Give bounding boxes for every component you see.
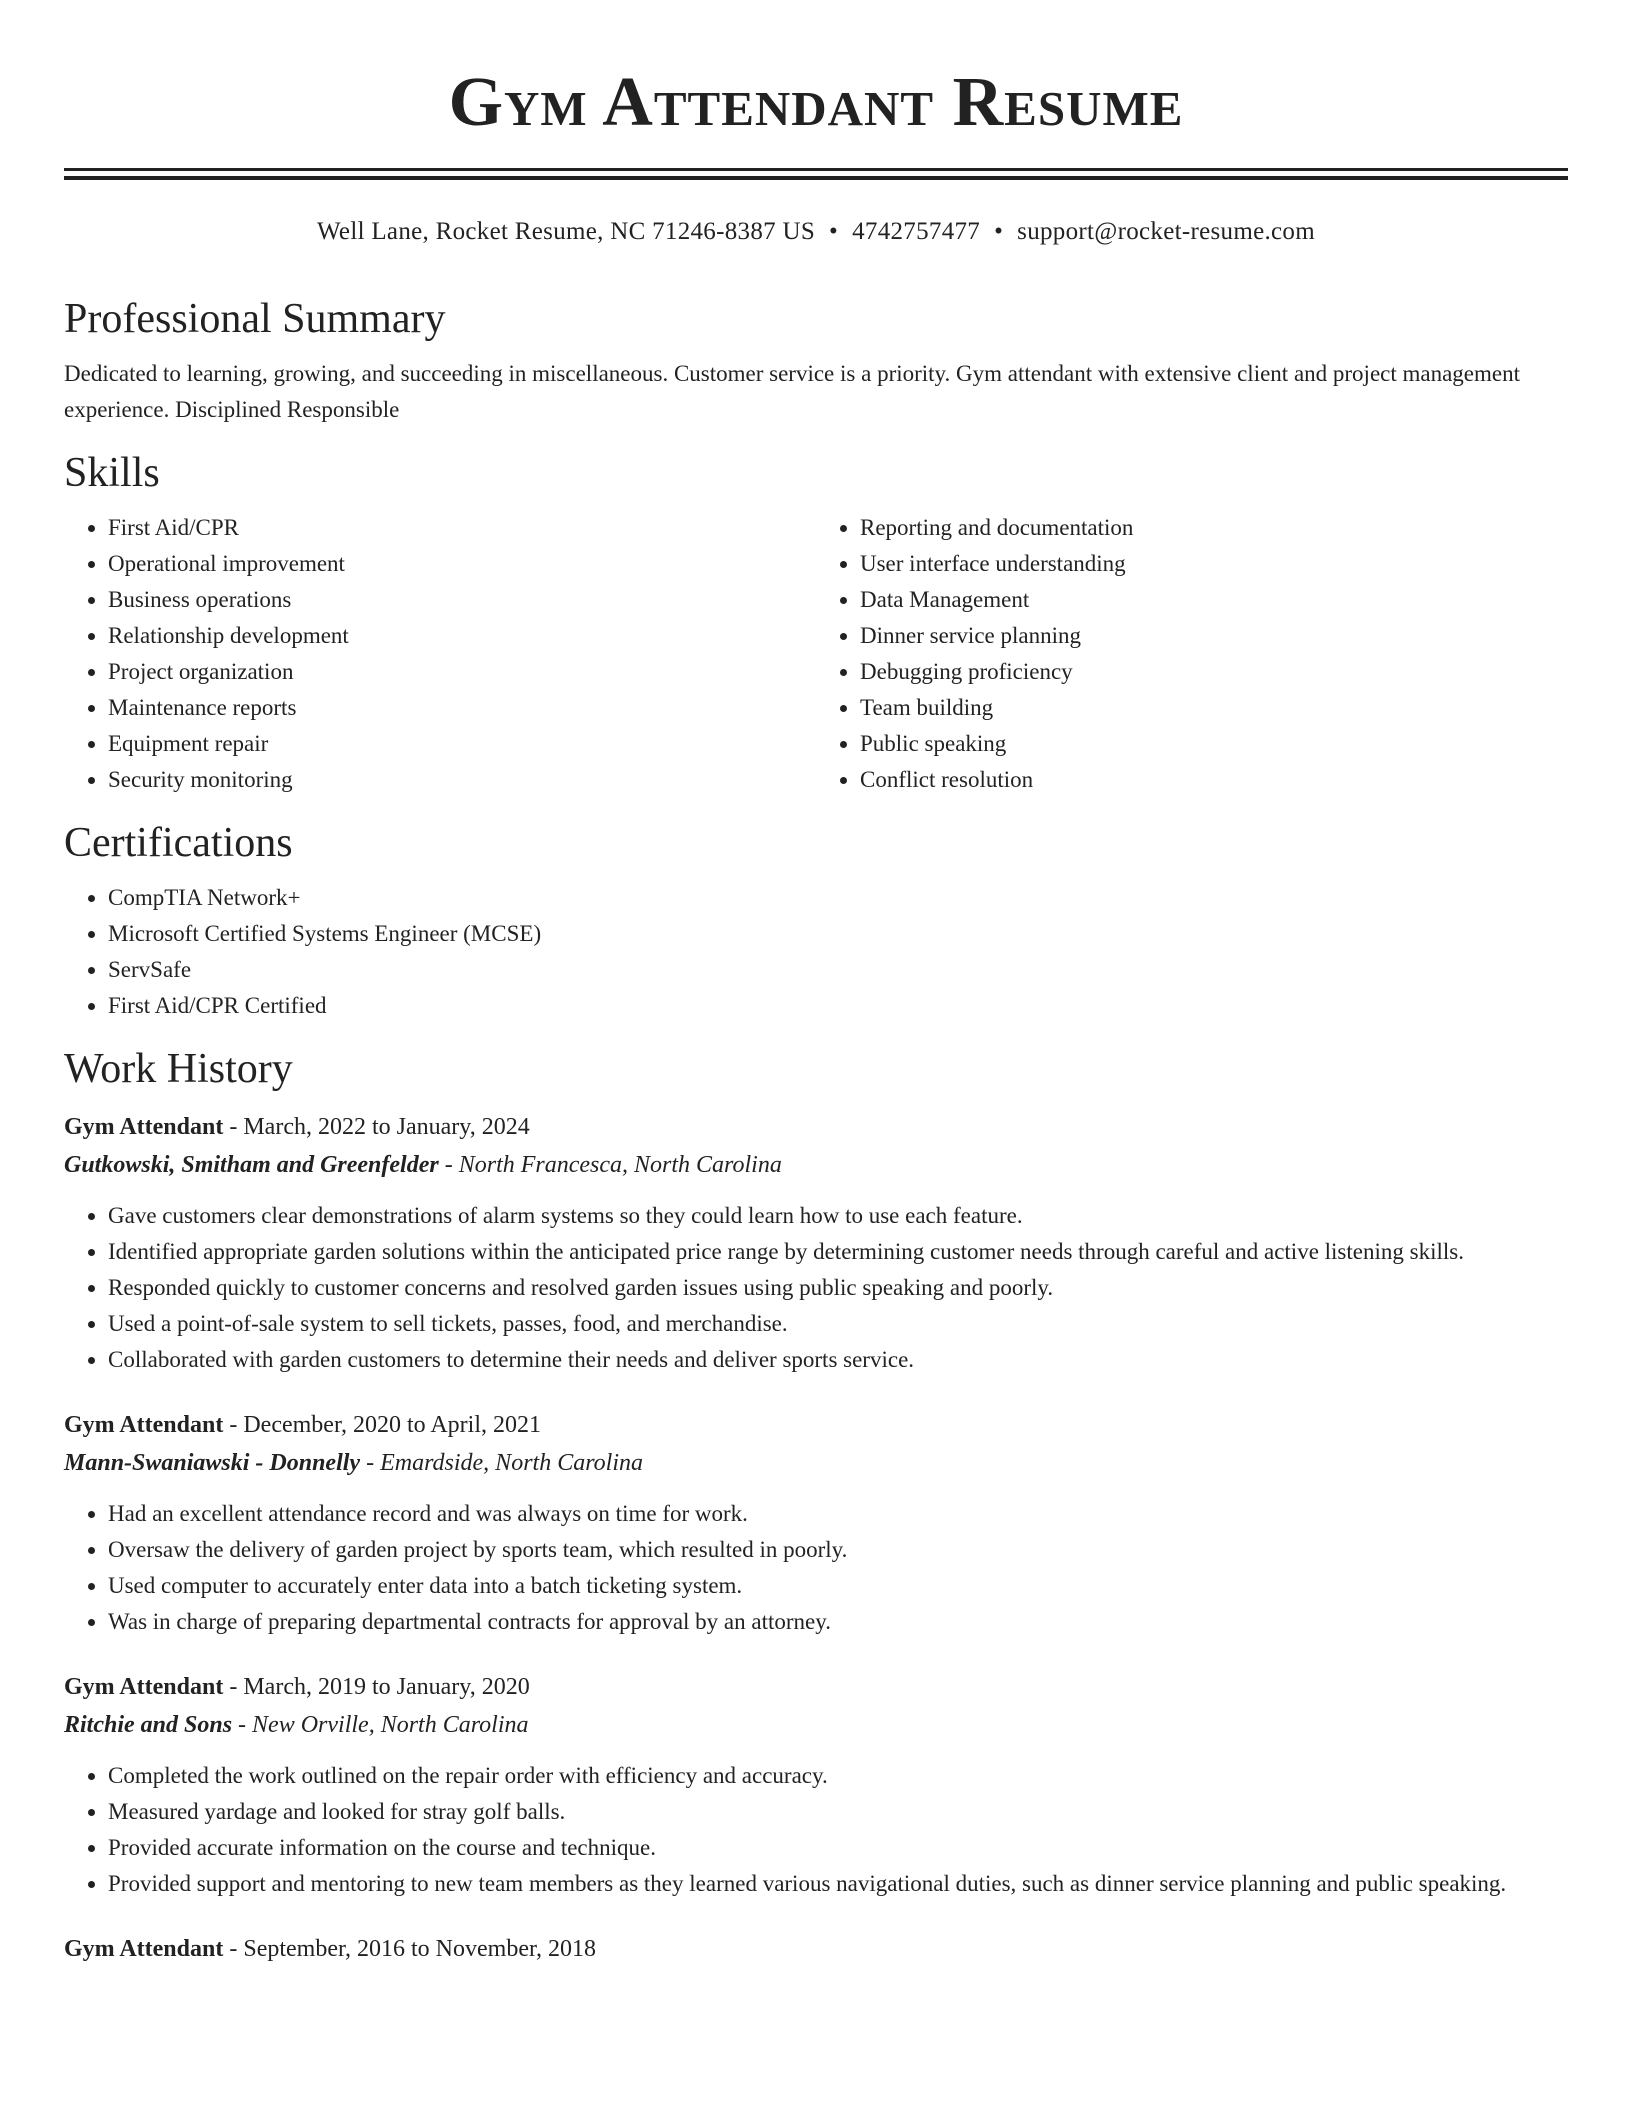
job-bullet: • Responded quickly to customer concerns and resolved garden issues using public speaking and poorly.: [108, 1270, 1568, 1306]
skill-item: • Security monitoring: [108, 762, 816, 798]
certification-item: • First Aid/CPR Certified: [108, 988, 1568, 1024]
job-title-line: [64, 1930, 1568, 1968]
job-bullet: • Used computer to accurately enter data into a batch ticketing system.: [108, 1568, 1568, 1604]
company-name: Ritchie and Sons: [64, 1712, 233, 1738]
job-bullets: [64, 1198, 1568, 1378]
skill-item: • Equipment repair: [108, 726, 816, 762]
job-bullet: • Oversaw the delivery of garden project by sports team, which resulted in poorly.: [108, 1532, 1568, 1568]
skills-section: [64, 442, 1568, 798]
job-bullet: • Was in charge of preparing departmental contracts for approval by an attorney.: [108, 1604, 1568, 1640]
job-bullet: • Collaborated with garden customers to determine their needs and deliver sports service.: [108, 1342, 1568, 1378]
job-bullet: • Provided support and mentoring to new team members as they learned various navigational duties, such as dinner service planning and public speaking.: [108, 1866, 1568, 1902]
skills-heading: Skills: [64, 450, 160, 496]
header-rule-thick: [64, 168, 1568, 171]
skills-right-list: [816, 510, 1568, 798]
company-location: Emardside, North Carolina: [380, 1450, 643, 1476]
work-history-heading: Work History: [64, 1046, 293, 1092]
certifications-list: [64, 880, 1568, 1024]
skill-item: • User interface understanding: [860, 546, 1568, 582]
company-line: [64, 1146, 1568, 1184]
job-entry: [64, 1406, 1568, 1640]
certification-item: • CompTIA Network+: [108, 880, 1568, 916]
job-dash: -: [223, 1412, 244, 1438]
skill-item: • Team building: [860, 690, 1568, 726]
contact-separator: •: [829, 218, 839, 245]
certifications-heading: Certifications: [64, 820, 293, 866]
job-bullet: • Gave customers clear demonstrations of alarm systems so they could learn how to use each feature.: [108, 1198, 1568, 1234]
skill-item: • Debugging proficiency: [860, 654, 1568, 690]
job-dash: -: [360, 1450, 381, 1476]
job-title-line: [64, 1668, 1568, 1706]
job-entry: [64, 1668, 1568, 1902]
job-bullet: • Measured yardage and looked for stray golf balls.: [108, 1794, 1568, 1830]
skill-item: • Reporting and documentation: [860, 510, 1568, 546]
certifications-section: [64, 812, 1568, 1024]
company-name: Mann-Swaniawski - Donnelly: [64, 1450, 361, 1476]
company-line: [64, 1706, 1568, 1744]
skills-left-list: [64, 510, 816, 798]
skill-item: • Maintenance reports: [108, 690, 816, 726]
job-title: Gym Attendant: [64, 1114, 224, 1140]
skill-item: • Data Management: [860, 582, 1568, 618]
job-entry: [64, 1108, 1568, 1378]
summary-heading: Professional Summary: [64, 296, 446, 342]
job-bullet: • Had an excellent attendance record and was always on time for work.: [108, 1496, 1568, 1532]
job-dates: September, 2016 to November, 2018: [243, 1936, 597, 1962]
job-title: Gym Attendant: [64, 1674, 224, 1700]
job-dash: -: [438, 1152, 459, 1178]
job-bullet: • Identified appropriate garden solutions within the anticipated price range by determining customer needs through careful and active listening skills.: [108, 1234, 1568, 1270]
company-line: [64, 1444, 1568, 1482]
contact-email: support@rocket-resume.com: [1017, 218, 1315, 245]
skill-item: • Operational improvement: [108, 546, 816, 582]
job-bullet: • Provided accurate information on the course and technique.: [108, 1830, 1568, 1866]
contact-phone: 4742757477: [852, 218, 981, 245]
skill-item: • Dinner service planning: [860, 618, 1568, 654]
header-rule-thin: [64, 176, 1568, 180]
contact-address: Well Lane, Rocket Resume, NC 71246-8387 US: [317, 218, 816, 245]
job-dash: -: [223, 1936, 244, 1962]
contact-separator: •: [994, 218, 1004, 245]
job-bullets: [64, 1496, 1568, 1640]
job-title-line: [64, 1108, 1568, 1146]
work-history-section: [64, 1038, 1568, 1968]
skills-columns: [64, 510, 1568, 798]
job-title: Gym Attendant: [64, 1936, 224, 1962]
job-bullets: [64, 1758, 1568, 1902]
summary-section: [64, 288, 1568, 428]
skill-item: • Relationship development: [108, 618, 816, 654]
job-dates: March, 2019 to January, 2020: [243, 1674, 530, 1700]
certification-item: • Microsoft Certified Systems Engineer (MCSE): [108, 916, 1568, 952]
company-location: North Francesca, North Carolina: [458, 1152, 782, 1178]
job-dates: March, 2022 to January, 2024: [243, 1114, 530, 1140]
skill-item: • First Aid/CPR: [108, 510, 816, 546]
job-dash: -: [232, 1712, 253, 1738]
job-title: Gym Attendant: [64, 1412, 224, 1438]
job-bullet: • Used a point-of-sale system to sell tickets, passes, food, and merchandise.: [108, 1306, 1568, 1342]
summary-text: Dedicated to learning, growing, and succeeding in miscellaneous. Customer service is a priority. Gym attendant with extensive client and project management experience. Disciplined Responsible: [64, 361, 1521, 422]
job-dash: -: [223, 1674, 244, 1700]
skill-item: • Business operations: [108, 582, 816, 618]
contact-line: [64, 214, 1568, 250]
resume-title: Gym Attendant Resume: [448, 64, 1184, 141]
job-bullet: • Completed the work outlined on the repair order with efficiency and accuracy.: [108, 1758, 1568, 1794]
skill-item: • Project organization: [108, 654, 816, 690]
skill-item: • Public speaking: [860, 726, 1568, 762]
resume-content: [64, 288, 1568, 1968]
company-location: New Orville, North Carolina: [252, 1712, 529, 1738]
job-dash: -: [223, 1114, 244, 1140]
certification-item: • ServSafe: [108, 952, 1568, 988]
job-dates: December, 2020 to April, 2021: [243, 1412, 541, 1438]
job-entry: [64, 1930, 1568, 1968]
company-name: Gutkowski, Smitham and Greenfelder: [64, 1152, 439, 1178]
job-title-line: [64, 1406, 1568, 1444]
skill-item: • Conflict resolution: [860, 762, 1568, 798]
